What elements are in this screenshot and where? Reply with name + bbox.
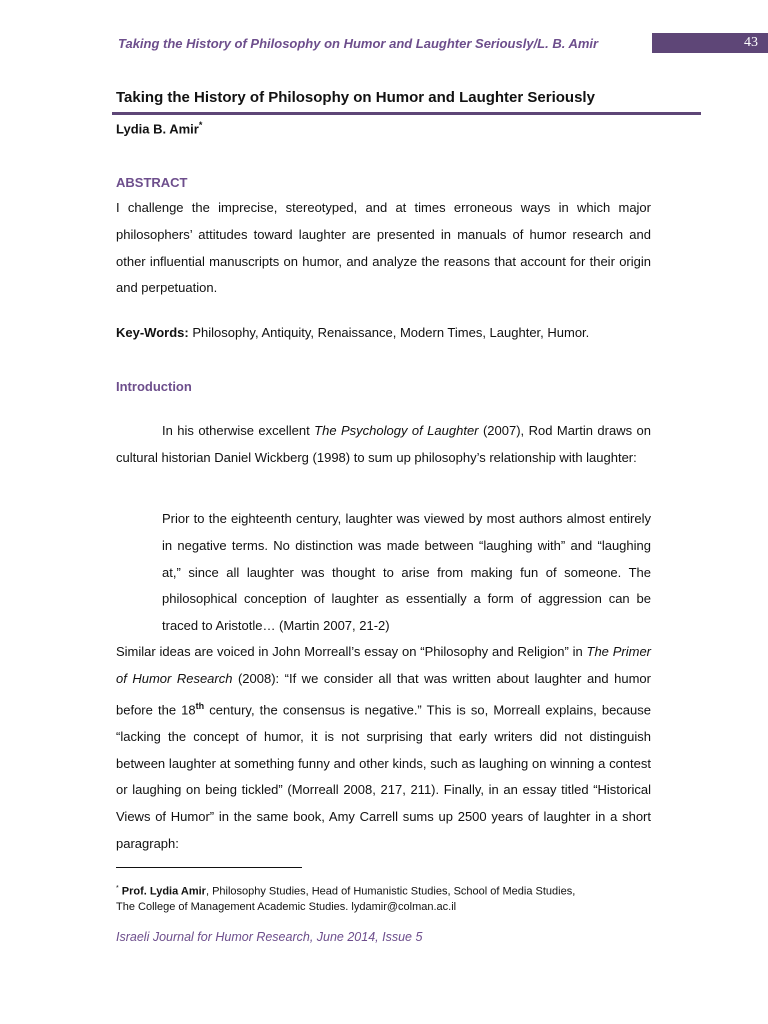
footnote	[116, 881, 586, 915]
block-quote: Prior to the eighteenth century, laughter was viewed by most authors almost entirely in negative terms. No distinction was made between “laughing with” and “laughing at,” since all laughter was thought to arise from making fun of someone. The philosophical conception of laughter as essentially a form of aggression can be traced to Aristotle… (Martin 2007, 21-2)	[162, 511, 651, 634]
article-title: Taking the History of Philosophy on Humor and Laughter Seriously	[116, 89, 595, 106]
p2-superscript: th	[195, 700, 205, 711]
paragraph-1	[116, 418, 651, 472]
p1-text-b: (2007), Rod Martin draws on cultural historian Daniel Wickberg (1998) to sum up philosophy’s relationship with laughter:	[116, 423, 651, 465]
p2-text-a: Similar ideas are voiced in John Morreall’s essay on “Philosophy and Religion” in	[116, 644, 587, 659]
abstract-text: I challenge the imprecise, stereotyped, and at times erroneous ways in which major philosophers’ attitudes toward laughter are presented in manuals of humor research and other influential manuscripts on humor, and analyze the reasons that account for their origin and perpetuation.	[116, 200, 651, 296]
p2-book-title: The Primer of Humor Research	[116, 644, 651, 686]
running-header: Taking the History of Philosophy on Humor and Laughter Seriously/L. B. Amir	[118, 36, 599, 51]
title-divider	[112, 112, 701, 115]
paragraph-2	[116, 639, 651, 858]
journal-footer: Israeli Journal for Humor Research, June 2014, Issue 5	[116, 930, 423, 944]
p2-text-b: (2008): “If we consider all that was written about laughter and humor before the 18	[116, 670, 651, 717]
p2-text-c: century, the consensus is negative.” This is so, Morreall explains, because “lacking the concept of humor, it is not surprising that early writers did not distinguish between laughter at something funny and other kinds, such as laughing on winning a contest or laughing on being tickled” (Morreall 2008, 217, 211). Finally, in an essay titled “Historical Views of Humor” in the same book, Amy Carrell sums up 2500 years of laughter in a short paragraph:	[116, 701, 651, 851]
author-name	[116, 120, 202, 136]
footnote-text: , Philosophy Studies, Head of Humanistic Studies, School of Media Studies, The College of Management Academic Studies. lydamir@colman.ac.il	[116, 885, 576, 913]
keywords-label: Key-Words:	[116, 325, 189, 340]
p1-text-a: In his otherwise excellent	[162, 423, 315, 438]
keywords-list: Philosophy, Antiquity, Renaissance, Modern Times, Laughter, Humor.	[188, 325, 590, 340]
p1-book-title: The Psychology of Laughter	[314, 423, 479, 438]
footnote-author: Prof. Lydia Amir	[121, 885, 206, 898]
author-text: Lydia B. Amir	[116, 121, 199, 137]
abstract-heading: ABSTRACT	[116, 175, 188, 190]
introduction-heading: Introduction	[116, 379, 192, 394]
keywords	[116, 320, 651, 347]
author-footnote-mark[interactable]: *	[198, 120, 203, 130]
footnote-divider	[116, 867, 302, 868]
page-number: 43	[652, 33, 768, 53]
footnote-mark: *	[116, 885, 119, 892]
